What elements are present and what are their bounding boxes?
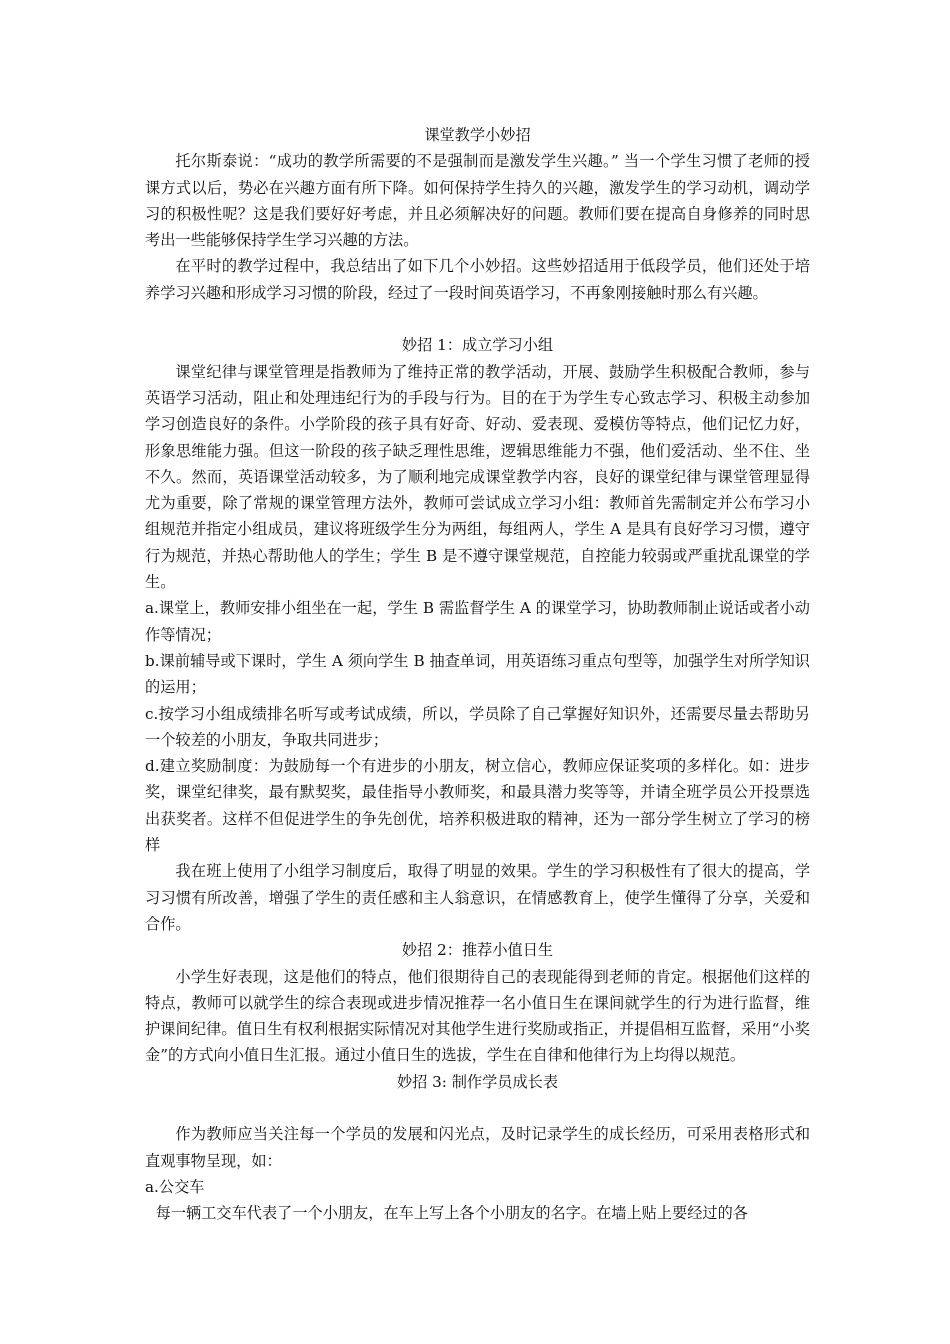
blank-line: [145, 306, 810, 332]
section-3-item-a: a.公交车: [145, 1177, 205, 1196]
document-body: [145, 122, 810, 1226]
intro-paragraph-2: 在平时的教学过程中，我总结出了如下几个小妙招。这些妙招适用于低段学员，他们还处于培养学习兴趣和形成学习习惯的阶段，经过了一段时间英语学习，不再象刚接触时那么有兴趣。: [145, 257, 810, 302]
section-1-heading: 妙招 1：成立学习小组: [401, 336, 554, 355]
blank-line: [145, 1095, 810, 1121]
section-3-paragraph: 作为教师应当关注每一个学员的发展和闪光点，及时记录学生的成长经历，可采用表格形式和直观事物呈现，如：: [145, 1125, 810, 1170]
section-3-heading: 妙招 3: 制作学员成长表: [396, 1072, 559, 1091]
section-1-paragraph: 课堂纪律与课堂管理是指教师为了维持正常的教学活动，开展、鼓励学生积极配合教师，参与英语学习活动，阻止和处理违纪行为的手段与行为。目的在于为学生专心致志学习、积极主动参加学习创造良好的条件。小学阶段的孩子具有好奇、好动、爱表现、爱模仿等特点，他们记忆力好，形象思维能力强。但这一阶段的孩子缺乏理性思维，逻辑思维能力不强，他们爱活动、坐不住、坐不久。然而，英语课堂活动较多，为了顺利地完成课堂教学内容，良好的课堂纪律与课堂管理显得尤为重要，除了常规的课堂管理方法外，教师可尝试成立学习小组：教师首先需制定并公布学习小组规范并指定小组成员，建议将班级学生分为两组，每组两人，学生 A 是具有良好学习习惯，遵守行为规范，并热心帮助他人的学生；学生 B 是不遵守课堂规范，自控能力较弱或严重扰乱课堂的学生。: [145, 362, 810, 592]
section-1-item-c: c.按学习小组成绩排名听写或考试成绩，所以，学员除了自己掌握好知识外，还需要尽量去帮助另一个较差的小朋友，争取共同进步；: [145, 704, 810, 749]
intro-paragraph-1: 托尔斯泰说：“成功的教学所需要的不是强制而是激发学生兴趣。” 当一个学生习惯了老师的授课方式以后，势必在兴趣方面有所下降。如何保持学生持久的兴趣，激发学生的学习动机，调动学习的积极性呢？这是我们要好好考虑，并且必须解决好的问题。教师们要在提高自身修养的同时思考出一些能够保持学生学习兴趣的方法。: [145, 152, 810, 250]
document-title: 课堂教学小妙招: [424, 126, 531, 144]
section-2-heading: 妙招 2：推荐小值日生: [401, 941, 554, 960]
section-2-paragraph: 小学生好表现，这是他们的特点，他们很期待自己的表现能得到老师的肯定。根据他们这样的特点，教师可以就学生的综合表现或进步情况推荐一名小值日生在课间就学生的行为进行监督，维护课间纪律。值日生有权利根据实际情况对其他学生进行奖励或指正，并提倡相互监督，采用“小奖金”的方式向小值日生汇报。通过小值日生的选拔，学生在自律和他律行为上均得以规范。: [145, 967, 810, 1065]
section-1-item-d: d.建立奖励制度：为鼓励每一个有进步的小朋友，树立信心，教师应保证奖项的多样化。如：进步奖，课堂纪律奖，最有默契奖，最佳指导小教师奖，和最具潜力奖等等，并请全班学员公开投票选出获奖者。这样不但促进学生的争先创优，培养积极进取的精神，还为一部分学生树立了学习的榜样: [145, 757, 810, 855]
section-3-item-a-text: 每一辆工交车代表了一个小朋友，在车上写上各个小朋友的名字。在墙上贴上要经过的各: [155, 1204, 748, 1223]
section-1-conclusion: 我在班上使用了小组学习制度后，取得了明显的效果。学生的学习积极性有了很大的提高，学习习惯有所改善，增强了学生的责任感和主人翁意识，在情感教育上，使学生懂得了分享，关爱和合作。: [145, 862, 810, 933]
section-1-item-a: a.课堂上，教师安排小组坐在一起，学生 B 需监督学生 A 的课堂学习，协助教师制止说话或者小动作等情况；: [145, 599, 810, 644]
section-1-item-b: b.课前辅导或下课时，学生 A 须向学生 B 抽查单词，用英语练习重点句型等，加强学生对所学知识的运用；: [145, 651, 810, 697]
